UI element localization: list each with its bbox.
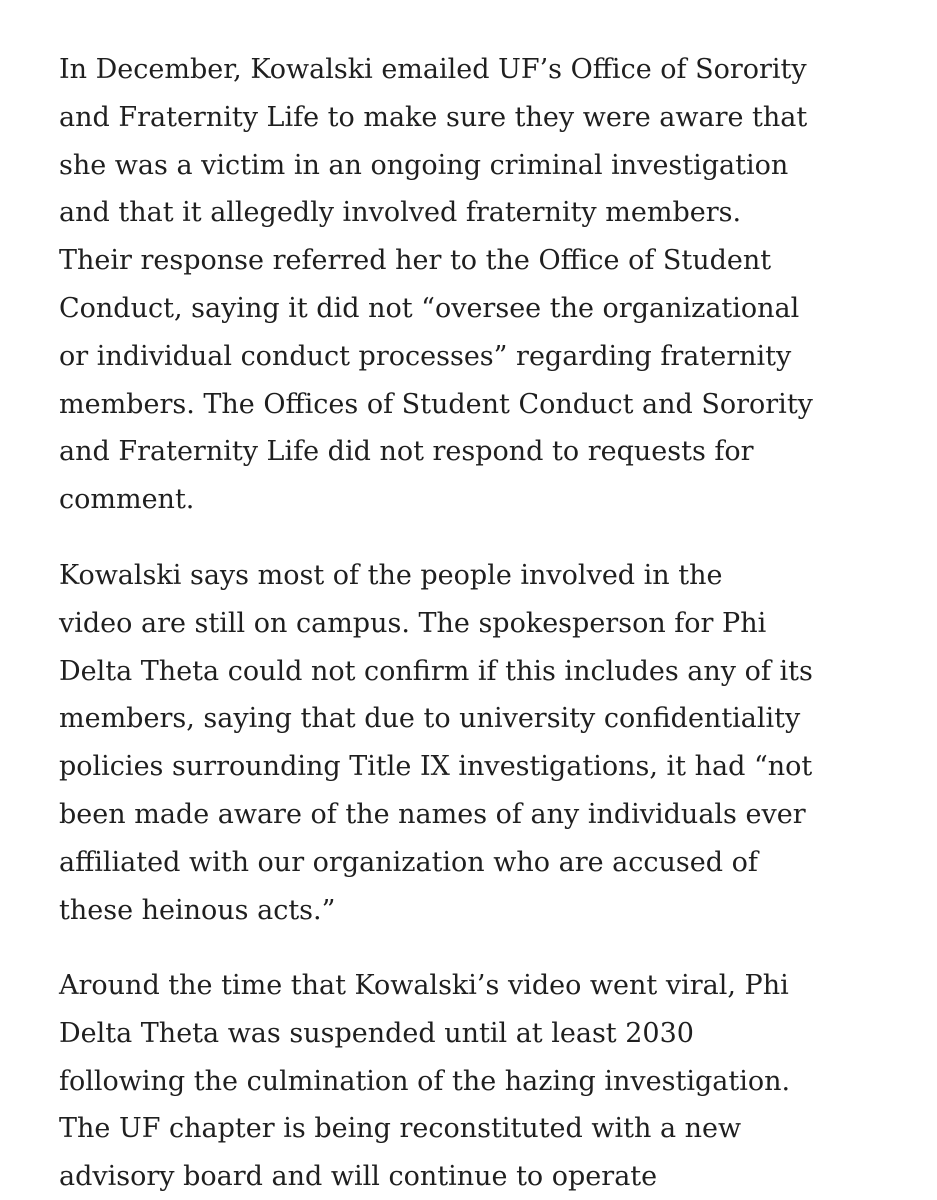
text-line: Conduct, saying it did not “oversee the organizational — [59, 292, 800, 324]
text-line: following the culmination of the hazing investigation. — [59, 1065, 791, 1097]
text-line: video are still on campus. The spokesperson for Phi — [59, 607, 767, 639]
text-line: and that it allegedly involved fraternity members. — [59, 197, 742, 229]
text-line: affiliated with our organization who are accused of — [59, 846, 758, 878]
article-paragraph-1 — [59, 46, 813, 524]
text-line: she was a victim in an ongoing criminal investigation — [59, 149, 789, 181]
article-paragraph-2 — [59, 552, 813, 934]
text-line: The UF chapter is being reconstituted with a new — [59, 1113, 742, 1145]
text-line: comment. — [59, 484, 195, 516]
article-paragraph-3 — [59, 962, 790, 1200]
text-line: these heinous acts.” — [59, 894, 336, 926]
text-line: members, saying that due to university confidentiality — [59, 703, 801, 735]
text-line: members. The Offices of Student Conduct and Sorority — [59, 388, 813, 420]
text-line: Their response referred her to the Office of Student — [59, 245, 772, 277]
text-line: Around the time that Kowalski’s video went viral, Phi — [59, 970, 789, 1001]
text-line: Delta Theta could not confirm if this includes any of its — [59, 655, 813, 687]
text-line: and Fraternity Life did not respond to requests for — [59, 436, 754, 468]
text-line: policies surrounding Title IX investigations, it had “not — [59, 751, 813, 783]
text-line: and Fraternity Life to make sure they were aware that — [59, 101, 808, 133]
text-line: Delta Theta was suspended until at least 2030 — [59, 1017, 694, 1049]
text-line: or individual conduct processes” regarding fraternity — [59, 340, 792, 372]
text-line: been made aware of the names of any individuals ever — [59, 798, 806, 830]
text-line: advisory board and will continue to operate — [59, 1161, 658, 1193]
text-line: Kowalski says most of the people involved in the — [59, 560, 723, 591]
text-line: In December, Kowalski emailed UF’s Office of Sorority — [59, 54, 807, 85]
